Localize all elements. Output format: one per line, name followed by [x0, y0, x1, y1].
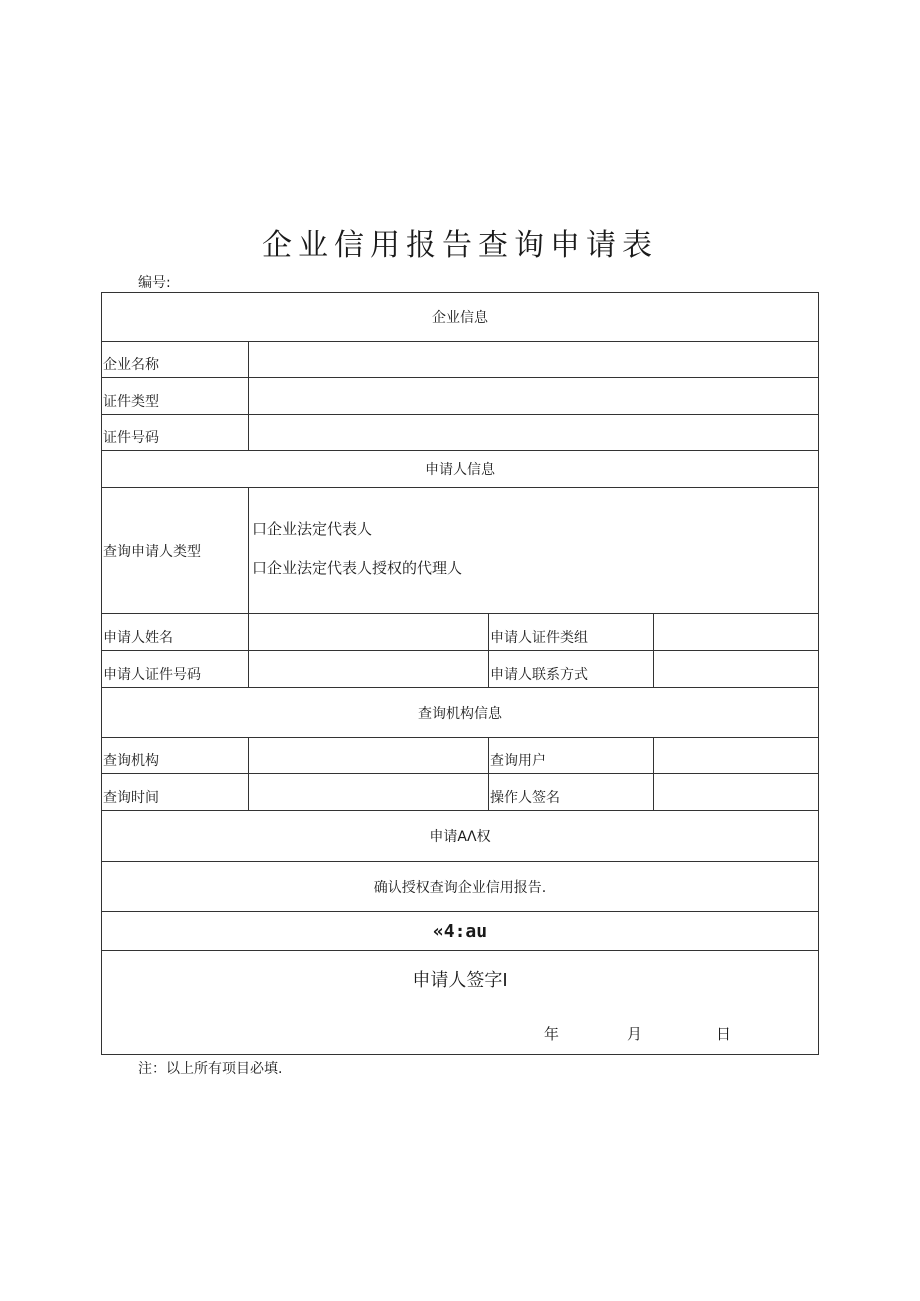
enterprise-id-type-label: 证件类型: [102, 378, 249, 415]
section-authorization: 申请AΛ权: [102, 811, 819, 862]
operator-signature-field[interactable]: [654, 774, 819, 811]
applicant-type-label: 查询申请人类型: [102, 488, 249, 614]
date-day-label: 日: [716, 1025, 732, 1043]
enterprise-id-number-label: 证件号码: [102, 415, 249, 451]
form-title: 企业信用报告查询申请表: [262, 228, 658, 263]
institution-field[interactable]: [249, 738, 489, 774]
query-time-field[interactable]: [249, 774, 489, 811]
serial-number-label: 编号:: [138, 275, 171, 291]
enterprise-name-label: 企业名称: [102, 342, 249, 378]
date-year-label: 年: [544, 1025, 560, 1043]
authorization-code-text: «4:au: [432, 920, 488, 942]
query-user-label: 查询用户: [489, 738, 654, 774]
section-applicant-info: 申请人信息: [102, 451, 819, 488]
applicant-id-type-field[interactable]: [654, 614, 819, 651]
authorization-statement: 确认授权查询企业信用报告.: [102, 862, 819, 912]
institution-label: 查询机构: [102, 738, 249, 774]
applicant-type-option-agent[interactable]: 口企业法定代表人授权的代理人: [252, 559, 463, 577]
operator-signature-label: 操作人签名: [489, 774, 654, 811]
enterprise-name-field[interactable]: [249, 342, 819, 378]
section-institution-info: 查询机构信息: [102, 688, 819, 738]
authorization-code-row: [102, 912, 819, 951]
query-time-label: 查询时间: [102, 774, 249, 811]
applicant-signature-label: 申请人签字I: [412, 970, 508, 991]
applicant-id-number-field[interactable]: [249, 651, 489, 688]
applicant-contact-field[interactable]: [654, 651, 819, 688]
enterprise-id-type-field[interactable]: [249, 378, 819, 415]
date-month-label: 月: [627, 1025, 643, 1043]
applicant-name-field[interactable]: [249, 614, 489, 651]
applicant-id-type-label: 申请人证件类组: [489, 614, 654, 651]
section-enterprise-info: 企业信息: [102, 293, 819, 342]
query-user-field[interactable]: [654, 738, 819, 774]
footnote: 注：以上所有项目必填.: [138, 1061, 283, 1077]
applicant-name-label: 申请人姓名: [102, 614, 249, 651]
applicant-type-options: [249, 488, 819, 614]
applicant-id-number-label: 申请人证件号码: [102, 651, 249, 688]
signature-cell[interactable]: [102, 951, 819, 1055]
applicant-contact-label: 申请人联系方式: [489, 651, 654, 688]
application-form: [101, 292, 819, 1055]
enterprise-id-number-field[interactable]: [249, 415, 819, 451]
applicant-type-option-legal-rep[interactable]: 口企业法定代表人: [252, 520, 373, 538]
